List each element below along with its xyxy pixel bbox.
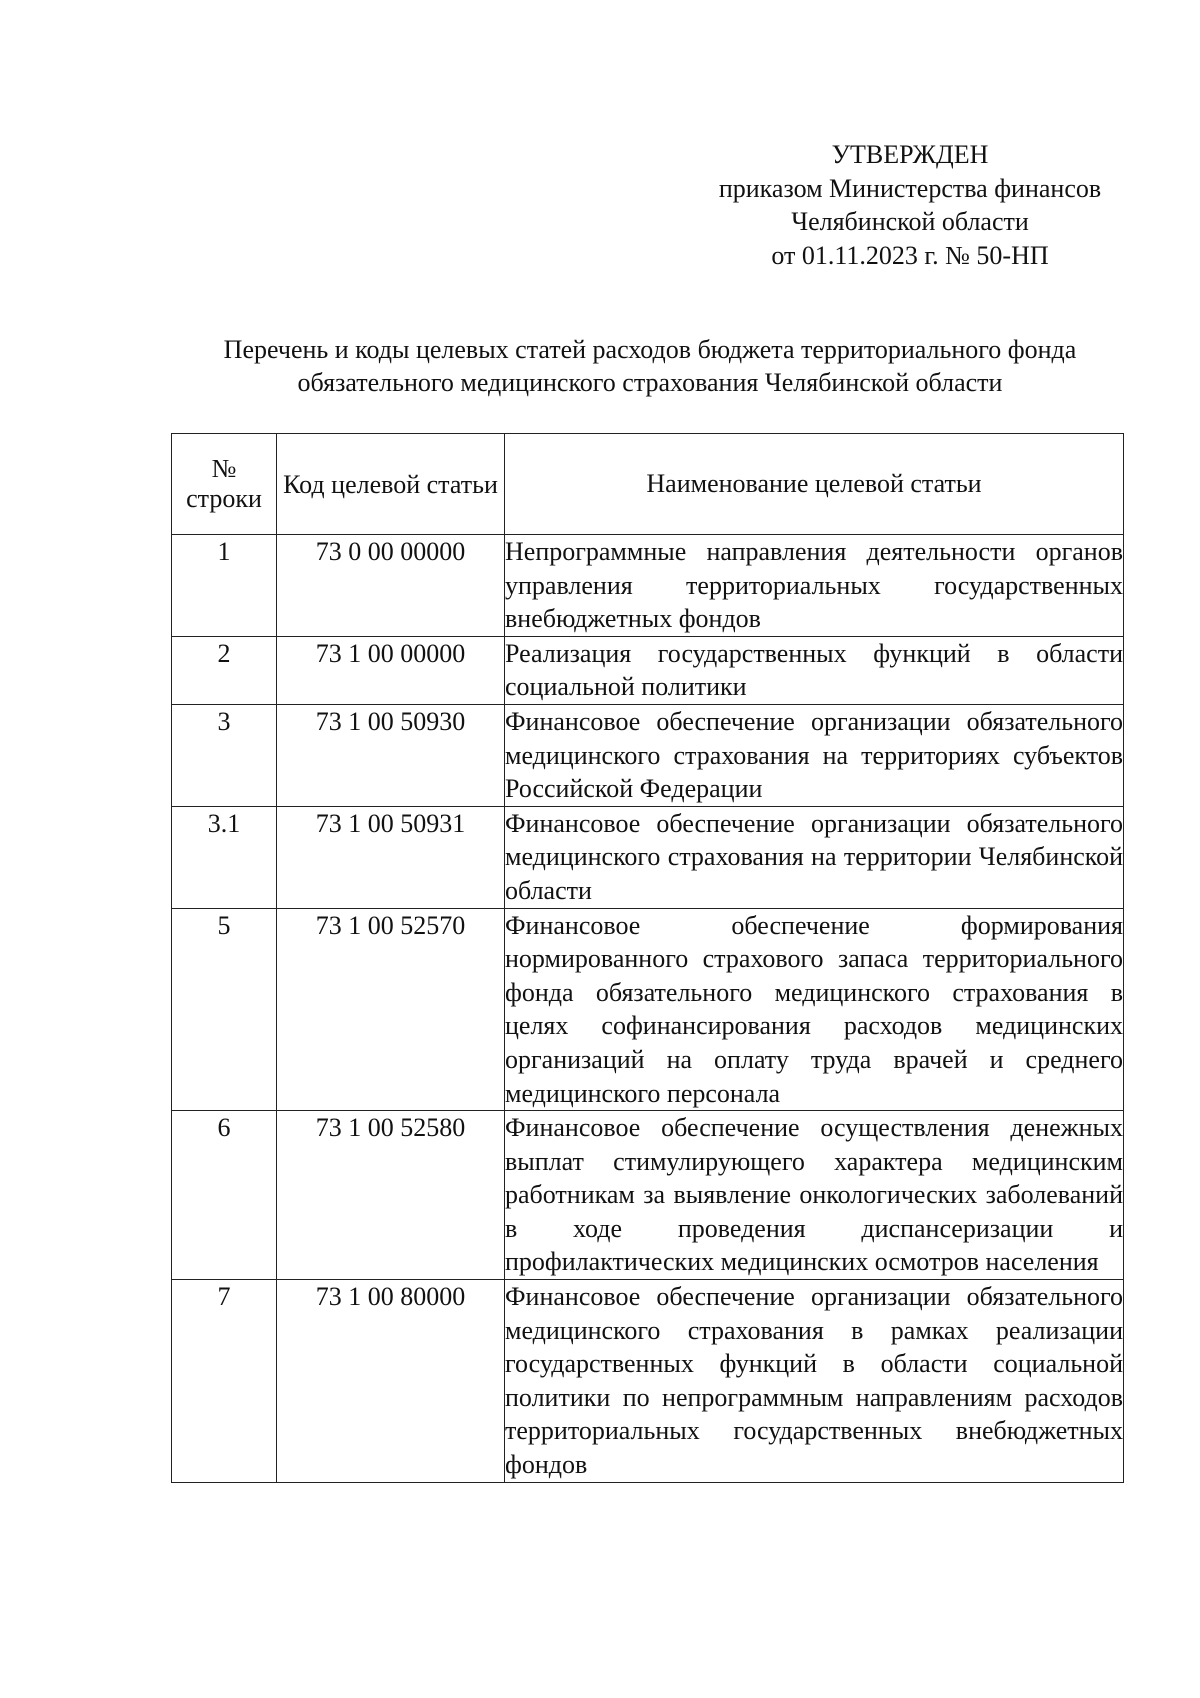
header-article-name-label: Наименование целевой статьи (646, 469, 982, 499)
approval-date-line: от 01.11.2023 г. № 50-НП (771, 240, 1049, 270)
document-title-line-1: Перечень и коды целевых статей расходов бюджета территориального фонда (223, 335, 1077, 364)
table-row (172, 806, 1124, 908)
article-code: 73 1 00 50930 (277, 704, 505, 806)
header-row-number (172, 434, 277, 535)
row-number: 3 (172, 704, 277, 806)
article-code: 73 1 00 52570 (277, 908, 505, 1111)
document-title-line-2: обязательного медицинского страхования Челябинской области (297, 368, 1003, 397)
table-row (172, 704, 1124, 806)
article-code: 73 1 00 50931 (277, 806, 505, 908)
table-row (172, 1111, 1124, 1280)
target-articles-table (171, 433, 1124, 1483)
article-code: 73 1 00 52580 (277, 1111, 505, 1280)
table-row (172, 636, 1124, 704)
document-title (170, 333, 1130, 399)
header-article-name (505, 434, 1124, 535)
row-number: 7 (172, 1280, 277, 1483)
approval-region-line: Челябинской области (791, 207, 1029, 236)
article-name: Реализация государственных функций в области социальной политики (505, 636, 1124, 704)
approval-stamp (690, 138, 1130, 272)
approval-heading: УТВЕРЖДЕН (831, 140, 989, 169)
article-name: Непрограммные направления деятельности органов управления территориальных государственных внебюджетных фондов (505, 535, 1124, 637)
article-code: 73 1 00 80000 (277, 1280, 505, 1483)
row-number: 2 (172, 636, 277, 704)
row-number: 3.1 (172, 806, 277, 908)
header-article-code (277, 434, 505, 535)
table-row (172, 908, 1124, 1111)
article-name: Финансовое обеспечение формирования нормированного страхового запаса территориального фонда обязательного медицинского страхования в целях софинансирования расходов медицинских организаций на оплату труда врачей и среднего медицинского персонала (505, 908, 1124, 1111)
table-row (172, 1280, 1124, 1483)
header-row-number-label: № строки (186, 454, 262, 513)
article-code: 73 1 00 00000 (277, 636, 505, 704)
row-number: 5 (172, 908, 277, 1111)
row-number: 1 (172, 535, 277, 637)
article-name: Финансовое обеспечение организации обязательного медицинского страхования на территории Челябинской области (505, 806, 1124, 908)
table-row (172, 535, 1124, 637)
header-article-code-label: Код целевой статьи (283, 469, 498, 499)
approval-order-line: приказом Министерства финансов (718, 173, 1102, 203)
article-name: Финансовое обеспечение организации обязательного медицинского страхования в рамках реализации государственных функций в области социальной политики по непрограммным направлениям расходов территориальных государственных внебюджетных фондов (505, 1280, 1124, 1483)
table-header-row (172, 434, 1124, 535)
article-code: 73 0 00 00000 (277, 535, 505, 637)
article-name: Финансовое обеспечение осуществления денежных выплат стимулирующего характера медицинским работникам за выявление онкологических заболеваний в ходе проведения диспансеризации и профилактических медицинских осмотров населения (505, 1111, 1124, 1280)
row-number: 6 (172, 1111, 277, 1280)
article-name: Финансовое обеспечение организации обязательного медицинского страхования на территориях субъектов Российской Федерации (505, 704, 1124, 806)
